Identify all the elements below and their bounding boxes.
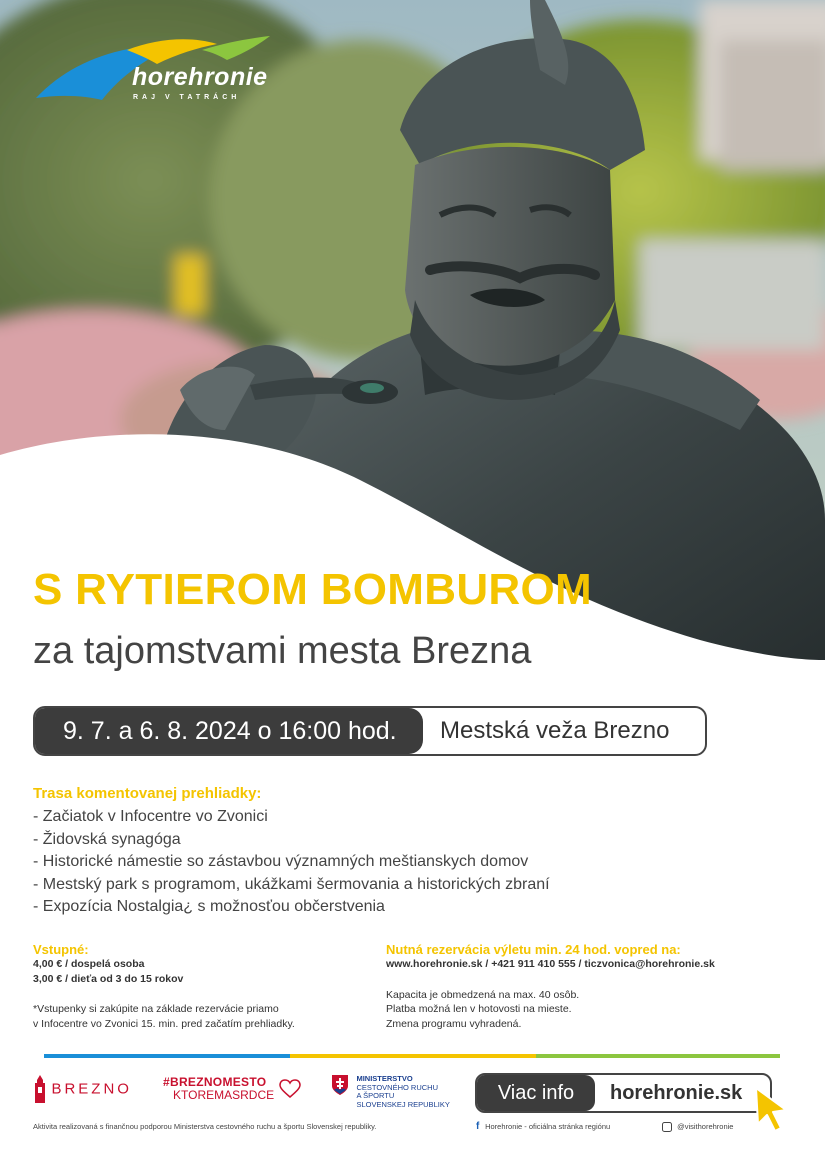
program-change-info: Zmena programu vyhradená. <box>386 1017 522 1030</box>
logo-wordmark: horehronie <box>132 63 268 91</box>
ministry-line: A ŠPORTU <box>356 1091 395 1100</box>
tickets-note-line: v Infocentre vo Zvonici 15. min. pred začatím prehliadky. <box>33 1017 295 1030</box>
payment-info: Platba možná len v hotovosti na mieste. <box>386 1003 572 1015</box>
page-title: S RYTIEROM BOMBUROM <box>33 565 592 614</box>
logo-tagline: RAJ V TATRÁCH <box>133 94 241 101</box>
tickets-section <box>33 942 373 1031</box>
more-info-label: Viac info <box>477 1075 595 1111</box>
hashtag-logo <box>163 1076 301 1102</box>
facebook-link[interactable] <box>476 1122 610 1131</box>
ministry-line: CESTOVNÉHO RUCHU <box>356 1082 438 1092</box>
hashtag-line-1: #BREZNOMESTO <box>163 1075 267 1089</box>
more-info-button[interactable] <box>475 1073 772 1113</box>
event-info-bar <box>33 706 707 756</box>
brezno-text: BREZNO <box>51 1080 132 1098</box>
more-info-url[interactable]: horehronie.sk <box>610 1082 743 1104</box>
funding-note: Aktivita realizovaná s finančnou podporou Ministerstva cestovného ruchu a športu Slovenskej republiky. <box>33 1122 377 1131</box>
horehronie-logo[interactable] <box>32 30 292 110</box>
tickets-note-line: *Vstupenky si zakúpite na základe rezervácie priamo <box>33 1003 279 1015</box>
page-subtitle: za tajomstvami mesta Brezna <box>33 630 532 672</box>
route-heading: Trasa komentovanej prehliadky: <box>33 785 262 802</box>
list-item: - Začiatok v Infocentre vo Zvonici <box>33 808 268 825</box>
divider-blue <box>44 1054 290 1058</box>
ministry-line: MINISTERSTVO <box>356 1074 413 1083</box>
coat-of-arms-icon <box>332 1075 348 1095</box>
reservation-contact[interactable]: www.horehronie.sk / +421 911 410 555 / ticzvonica@horehronie.sk <box>386 958 715 970</box>
list-item: - Expozícia Nostalgia¿ s možnosťou občerstvenia <box>33 898 385 915</box>
ticket-price-child: 3,00 € / dieťa od 3 do 15 rokov <box>33 972 184 985</box>
ministry-logo <box>332 1075 450 1109</box>
event-place: Mestská veža Brezno <box>440 717 670 744</box>
tickets-heading: Vstupné: <box>33 942 89 957</box>
instagram-icon <box>662 1122 672 1132</box>
list-item: - Historické námestie so zástavbou významných meštianskych domov <box>33 853 529 870</box>
reservation-section <box>386 942 806 1031</box>
divider-green <box>536 1054 780 1058</box>
facebook-icon: f <box>476 1121 480 1132</box>
facebook-text: Horehronie - oficiálna stránka regiónu <box>485 1122 611 1131</box>
divider-yellow <box>290 1054 536 1058</box>
cursor-icon <box>752 1086 792 1134</box>
hashtag-line-2: KTOREMASRDCE <box>173 1088 275 1102</box>
ticket-price-adult: 4,00 € / dospelá osoba <box>33 958 145 970</box>
list-item: - Židovská synagóga <box>33 830 181 848</box>
heart-icon <box>279 1079 301 1099</box>
ministry-line: SLOVENSKEJ REPUBLIKY <box>356 1099 450 1109</box>
route-list <box>33 806 550 919</box>
list-item: - Mestský park s programom, ukážkami šermovania a historických zbraní <box>33 875 550 893</box>
instagram-text: @visithorehronie <box>677 1122 734 1131</box>
tower-icon <box>33 1075 47 1103</box>
event-date-time: 9. 7. a 6. 8. 2024 o 16:00 hod. <box>35 708 423 754</box>
capacity-info: Kapacita je obmedzená na max. 40 osôb. <box>386 988 580 1001</box>
brezno-logo <box>33 1075 132 1103</box>
reservation-heading: Nutná rezervácia výletu min. 24 hod. vopred na: <box>386 942 681 957</box>
instagram-link[interactable] <box>662 1122 733 1132</box>
